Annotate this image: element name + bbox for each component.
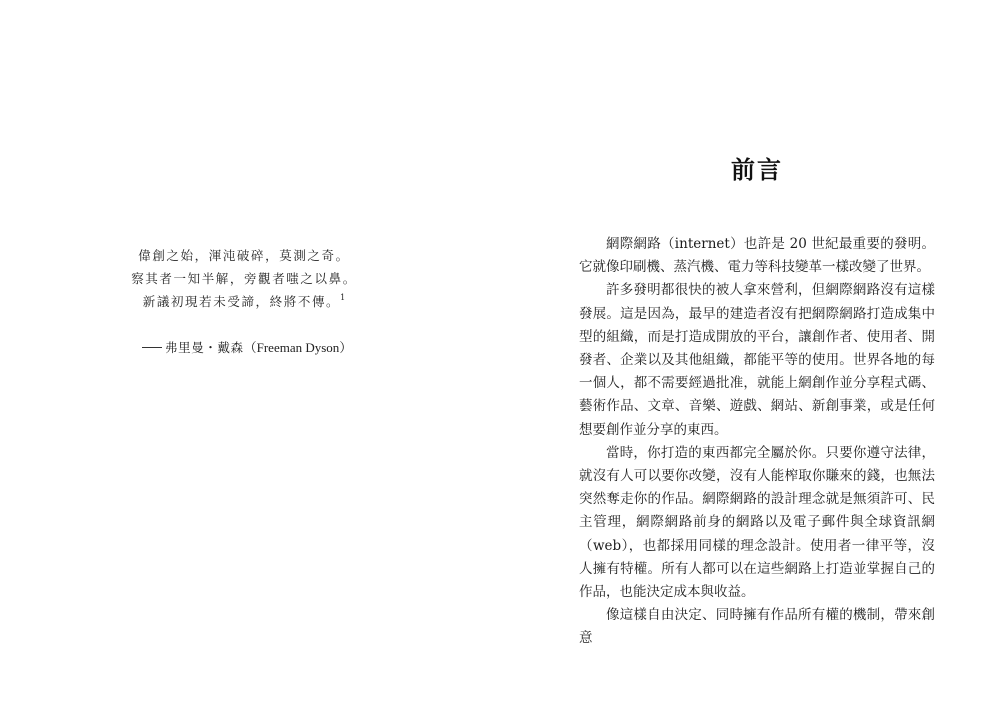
epigraph-line-2: 察其者一知半解，旁觀者嗤之以鼻。 <box>131 271 357 286</box>
epigraph-line-1: 偉創之始，渾沌破碎，莫測之奇。 <box>138 248 350 263</box>
epigraph <box>128 244 360 313</box>
em-dash-rule <box>142 347 162 348</box>
chapter-body <box>579 233 935 651</box>
body-paragraph-3: 當時，你打造的東西都完全屬於你。只要你遵守法律，就沒有人可以要你改變，沒有人能榨取你賺來的錢，也無法突然奪走你的作品。網際網路的設計理念就是無須許可、民主管理，網際網路前身的網路以及電子郵件與全球資訊網（web），也都採用同樣的理念設計。使用者一律平等，沒人擁有特權。所有人都可以在這些網路上打造並掌握自己的作品，也能決定成本與收益。 <box>579 444 935 601</box>
epigraph-line-3-text: 新議初現若未受諦，終將不傳。 <box>142 294 341 309</box>
chapter-title: 前言 <box>731 156 783 184</box>
epigraph-line-3 <box>128 290 360 313</box>
body-paragraph-1: 網際網路（internet）也許是 20 世紀最重要的發明。它就像印刷機、蒸汽機、電力等科技變革一樣改變了世界。 <box>579 236 935 276</box>
attribution-name-en: （Freeman Dyson） <box>243 340 353 355</box>
epigraph-attribution <box>142 337 352 356</box>
footnote-marker[interactable]: 1 <box>340 293 346 302</box>
attribution-name-zh: 弗里曼・戴森 <box>165 340 244 355</box>
body-paragraph-2: 許多發明都很快的被人拿來營利，但網際網路沒有這樣發展。這是因為，最早的建造者沒有把網際網路打造成集中型的組織，而是打造成開放的平台，讓創作者、使用者、開發者、企業以及其他組織，都能平等的使用。世界各地的每一個人，都不需要經過批准，就能上網創作並分享程式碼、藝術作品、文章、音樂、遊戲、網站、新創事業，或是任何想要創作並分享的東西。 <box>579 282 935 438</box>
body-paragraph-4: 像這樣自由決定、同時擁有作品所有權的機制，帶來創意 <box>579 607 935 647</box>
